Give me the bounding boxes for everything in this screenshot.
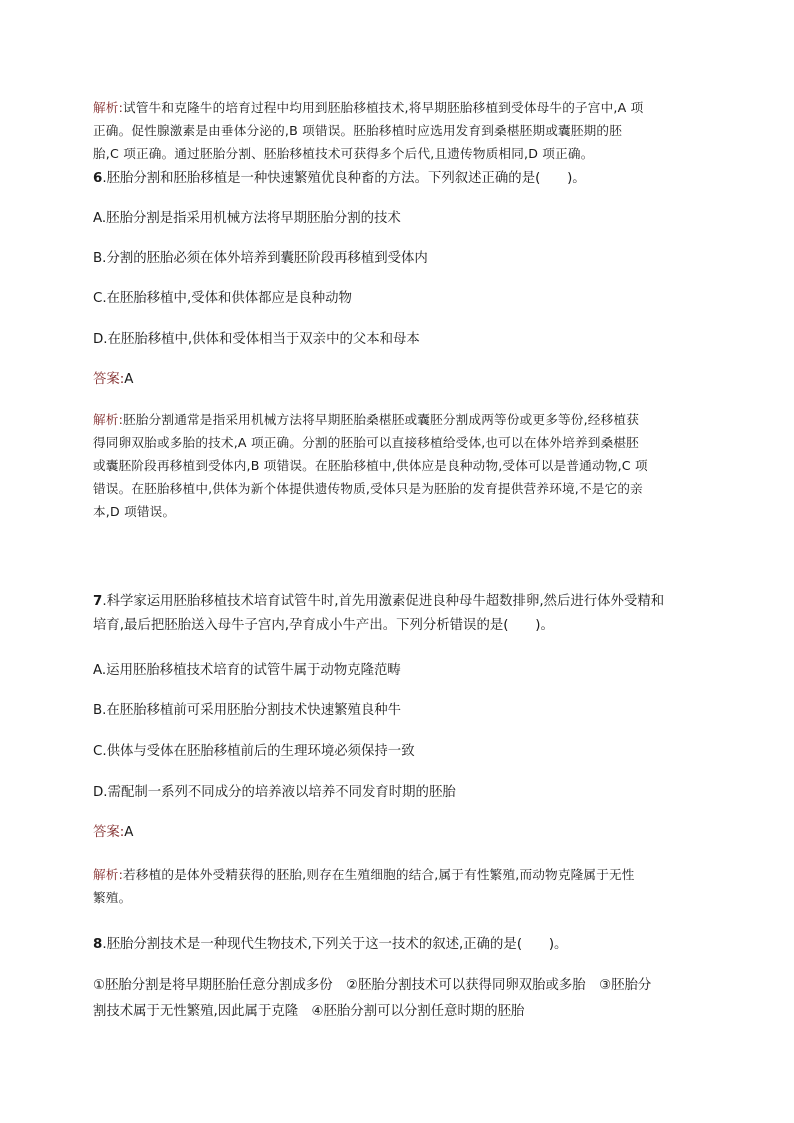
q7-explanation [93,863,703,909]
q8-items-line: ①胚胎分割是将早期胚胎任意分割成多份 ②胚胎分割技术可以获得同卵双胎或多胎 ③胚胎分 [93,978,652,993]
explanation-label: 解析: [93,412,124,427]
q6-explanation [93,408,703,523]
question-number: 7 [93,594,103,609]
explanation-line: 本,D 项错误。 [93,504,176,519]
q7-answer [93,822,703,844]
explanation-line: 解析:胚胎分割通常是指采用机械方法将早期胚胎桑椹胚或囊胚分割成两等份或更多等份,经移植获 [93,412,639,427]
explanation-label: 解析: [93,867,124,882]
q7-option-c: C.供体与受体在胚胎移植前后的生理环境必须保持一致 [93,744,415,759]
explanation-line: 解析:若移植的是体外受精获得的胚胎,则存在生殖细胞的结合,属于有性繁殖,而动物克隆属于无性 [93,867,635,882]
explanation-line: 或囊胚阶段再移植到受体内,B 项错误。在胚胎移植中,供体应是良种动物,受体可以是普通动物,C 项 [93,458,648,473]
q5-explanation [93,96,703,165]
q8-items [93,973,703,1025]
answer-value: A [124,372,134,387]
q6-option-c: C.在胚胎移植中,受体和供体都应是良种动物 [93,291,352,306]
q6-answer [93,369,703,391]
explanation-line: 正确。促性腺激素是由垂体分泌的,B 项错误。胚胎移植时应选用发育到桑椹胚期或囊胚期的胚 [93,123,622,138]
q6-option-d: D.在胚胎移植中,供体和受体相当于双亲中的父本和母本 [93,332,420,347]
q6-option-a: A.胚胎分割是指采用机械方法将早期胚胎分割的技术 [93,211,401,226]
question-number: 8 [93,937,103,952]
q7-option-d: D.需配制一系列不同成分的培养液以培养不同发育时期的胚胎 [93,785,456,800]
q7-stem: 7.科学家运用胚胎移植技术培育试管牛时,首先用激素促进良种母牛超数排卵,然后进行体外受精和 培育,最后把胚胎送入母牛子宫内,孕育成小牛产出。下列分析错误的是( )。 [93,594,665,633]
explanation-label: 解析: [93,100,124,115]
explanation-line: 错误。在胚胎移植中,供体为新个体提供遗传物质,受体只是为胚胎的发育提供营养环境,不是它的亲 [93,481,643,496]
answer-label: 答案: [93,372,125,387]
explanation-line: 胎,C 项正确。通过胚胎分割、胚胎移植技术可获得多个后代,且遗传物质相同,D 项正确。 [93,146,594,161]
answer-value: A [124,825,134,840]
explanation-line: 解析:试管牛和克隆牛的培育过程中均用到胚胎移植技术,将早期胚胎移植到受体母牛的子宫中,A 项 [93,100,644,115]
q7-option-a: A.运用胚胎移植技术培育的试管牛属于动物克隆范畴 [93,663,401,678]
question-number: 6 [93,171,103,186]
explanation-line: 繁殖。 [93,890,132,905]
q8-stem: 8.胚胎分割技术是一种现代生物技术,下列关于这一技术的叙述,正确的是( )。 [93,937,568,952]
q8-items-line: 割技术属于无性繁殖,因此属于克隆 ④胚胎分割可以分割任意时期的胚胎 [93,1004,525,1019]
explanation-line: 得同卵双胎或多胎的技术,A 项正确。分割的胚胎可以直接移植给受体,也可以在体外培养到桑椹胚 [93,435,639,450]
answer-label: 答案: [93,825,125,840]
q6-stem: 6.胚胎分割和胚胎移植是一种快速繁殖优良种畜的方法。下列叙述正确的是( )。 [93,171,586,186]
q6-option-b: B.分割的胚胎必须在体外培养到囊胚阶段再移植到受体内 [93,251,428,266]
q7-option-b: B.在胚胎移植前可采用胚胎分割技术快速繁殖良种牛 [93,703,402,718]
